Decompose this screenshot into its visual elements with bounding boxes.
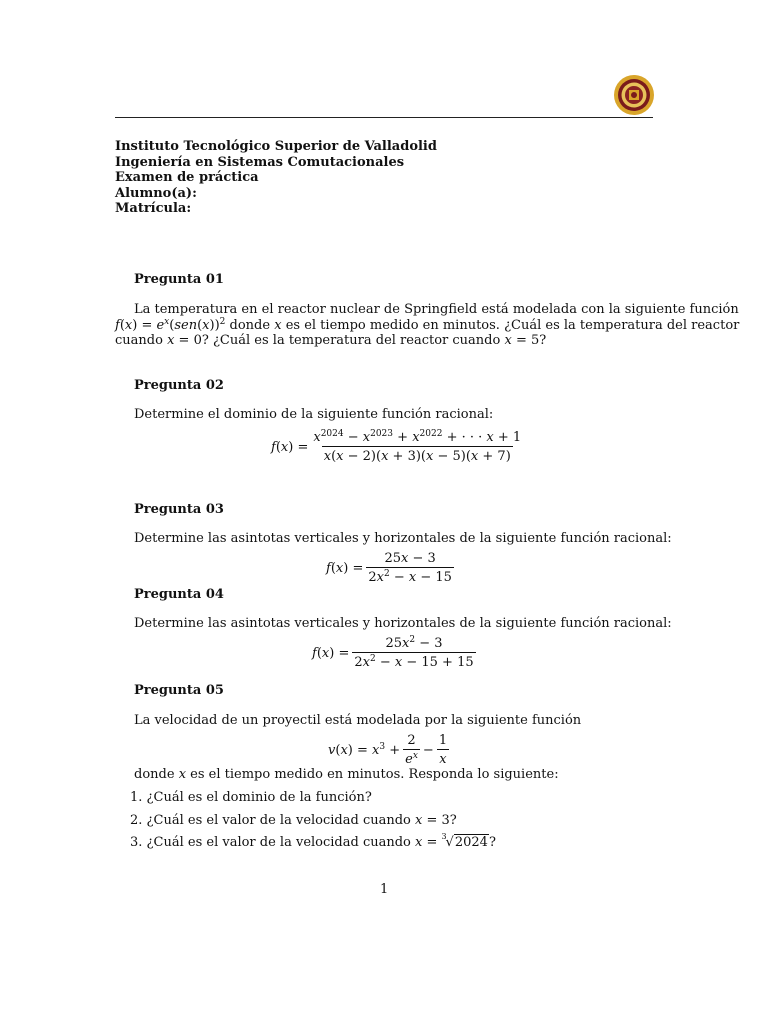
question-4-text: Determine las asintotas verticales y horizontales de la siguiente función racional:: [134, 616, 672, 631]
question-1-title: Pregunta 01: [134, 272, 224, 287]
list-item: 1. ¿Cuál es el dominio de la función?: [130, 790, 372, 805]
institution-seal-logo: [613, 74, 655, 116]
question-3-equation: f(x) = $\frac{25x - 3}{2x^2 - x - 15}$: [326, 551, 452, 585]
question-5-title: Pregunta 05: [134, 683, 224, 698]
student-label: Alumno(a):: [115, 185, 197, 201]
id-label: Matrícula:: [115, 201, 192, 216]
question-2-equation: f(x) = $\frac{x^{2024} - x^{2023} + x^{2022} + \cdot \cdot \cdot x + 1}{x(x - 2)(x + 3)(x - 5)(x + 7)}$: [271, 429, 522, 464]
exam-title: Examen de práctica: [115, 170, 259, 185]
page-number: 1: [380, 882, 389, 897]
question-3-text: Determine las asintotas verticales y horizontales de la siguiente función racional:: [134, 531, 672, 546]
question-4-title: Pregunta 04: [134, 587, 224, 602]
list-item: 2. ¿Cuál es el valor de la velocidad cuando x = 3?: [130, 813, 457, 828]
question-4-equation: f(x) = $\frac{25x^2 - 3}{2x^2 - x - 15 + 15}$: [312, 635, 474, 670]
question-3-title: Pregunta 03: [134, 502, 224, 517]
question-5-followup: donde x es el tiempo medido en minutos. Responda lo siguiente:: [134, 767, 559, 782]
header-rule: [115, 117, 653, 118]
program-name: Ingeniería en Sistemas Comutacionales: [115, 154, 405, 170]
question-5-text: La velocidad de un proyectil está modelada por la siguiente función: [134, 713, 582, 728]
question-2-title: Pregunta 02: [134, 378, 224, 393]
document-header: [115, 139, 653, 217]
question-1-text: La temperatura en el reactor nuclear de Springfield está modelada con la siguiente función $f(x) = e^x(sen(x))^2$ donde x es el tiempo medido en minutos. ¿Cuál es la temperatura del reactor cuando x = 0? ¿Cuál es la temperatura del reactor cuando x = 5?: [115, 302, 740, 348]
question-2-text: Determine el dominio de la siguiente función racional:: [134, 407, 494, 422]
question-5-equation: $v(x) = x^3$ + $\frac{2}{e^x}$ − $\frac{1}{x}$: [328, 733, 448, 767]
list-item: 3. ¿Cuál es el valor de la velocidad cuando x = 3 √2024?: [130, 832, 496, 850]
institution-name: Instituto Tecnológico Superior de Valladolid: [115, 139, 437, 154]
cube-root-expression: 3 √2024: [441, 832, 488, 850]
